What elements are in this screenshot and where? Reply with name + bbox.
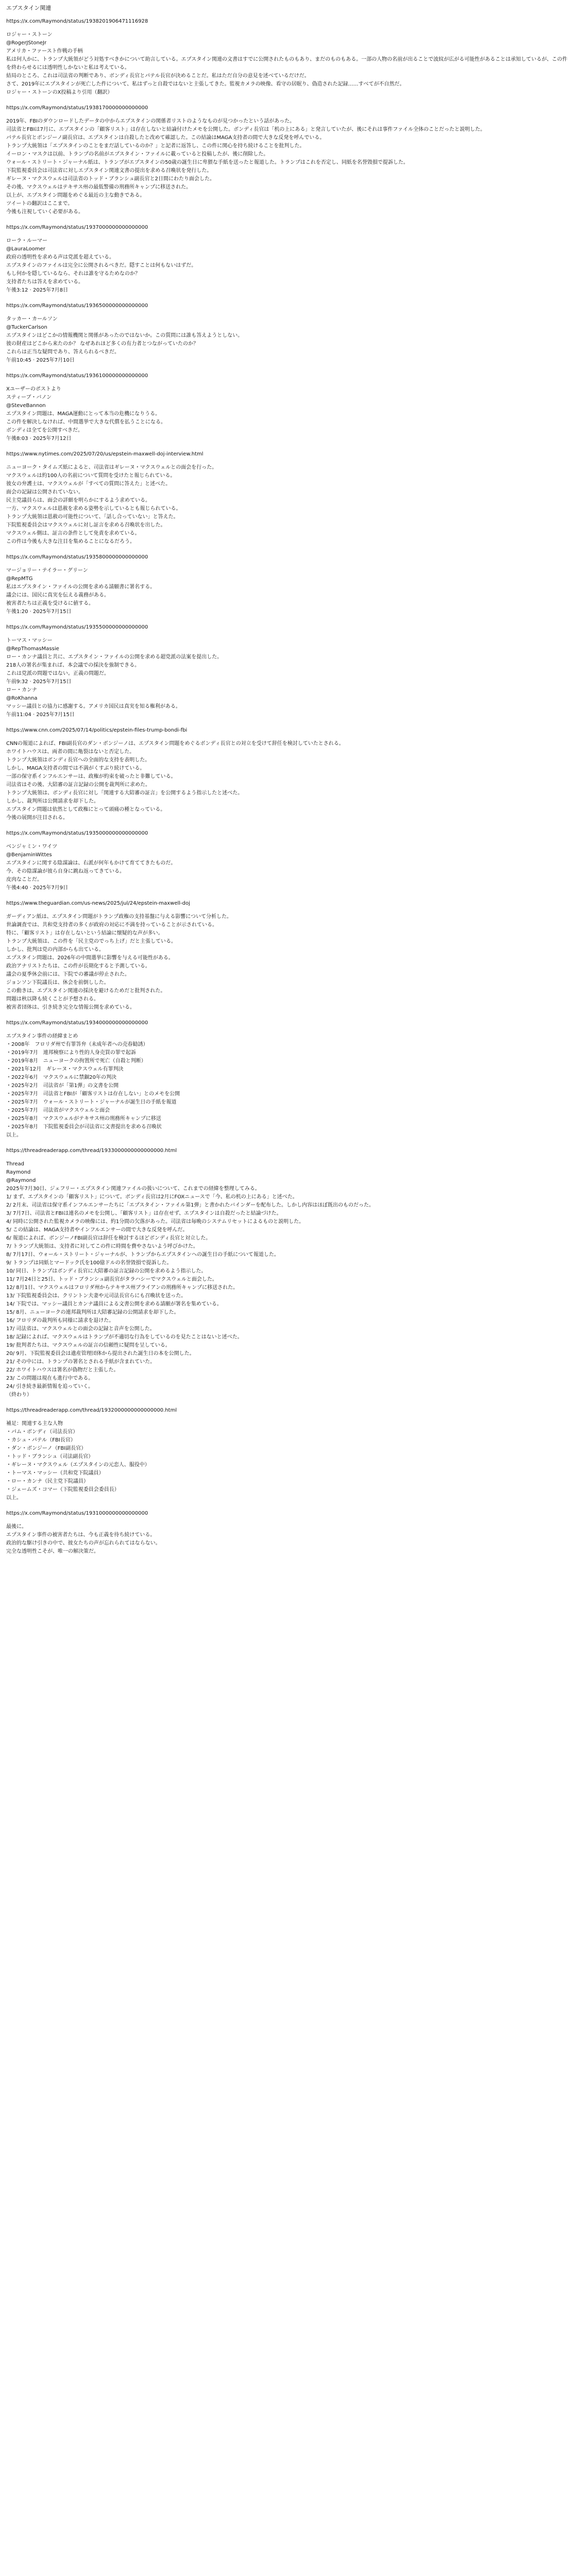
entry-line: 8/ 7月17日、ウォール・ストリート・ジャーナルが、トランプからエプスタインへの誕生日の手紙について報道した。 bbox=[6, 1252, 279, 1258]
entry-line: 218人の署名が集まれば、本会議での採決を強制できる。 bbox=[6, 663, 140, 668]
entry-line: 7/ トランプ大統領は、支持者に対してこの件に時間を費やさないよう呼びかけた。 bbox=[6, 1244, 198, 1249]
entry-line: 1/ まず、エプスタインの「顧客リスト」について。ボンディ長官は2月にFOXニュースで「今、私の机の上にある」と述べた。 bbox=[6, 1194, 298, 1200]
entry-url[interactable]: https://x.com/Raymond/status/1934000000000000000 bbox=[6, 1020, 148, 1026]
entry-line: ・2025年8月 マクスウェルがテキサス州の刑務所キャンプに移送 bbox=[6, 1116, 161, 1122]
entry-line: ・2025年2月 司法省が「第1弾」の文書を公開 bbox=[6, 1083, 119, 1089]
entry-line: ・カシュ・パテル（FBI長官） bbox=[6, 1437, 76, 1443]
entry-line: 6/ 報道によれば、ボンジーノFBI副長官は辞任を検討するほどボンディ長官と対立した。 bbox=[6, 1235, 211, 1241]
entry-line: ロー・カンナ議員と共に、エプスタイン・ファイルの公開を求める超党派の法案を提出した。 bbox=[6, 654, 223, 660]
spacer bbox=[6, 310, 571, 315]
entry-line: タッカー・カールソン bbox=[6, 316, 58, 322]
entry-line: エプスタインのファイルは完全に公開されるべきだ。隠すことは何もないはずだ。 bbox=[6, 263, 197, 268]
entry-line: 17/ 司法省は、マクスウェルとの面会の記録と音声を公開した。 bbox=[6, 1326, 155, 1332]
entry-line: 15/ 8月、ニューヨークの連邦裁判所は大陪審記録の公開請求を却下した。 bbox=[6, 1310, 179, 1315]
entry-line: 最後に。 bbox=[6, 1524, 27, 1530]
entry-line: ・2025年8月 下院監視委員会が司法省に文書提出を求める召喚状 bbox=[6, 1124, 162, 1130]
entry-line: Xユーザーのポストより bbox=[6, 386, 61, 392]
entry-url[interactable]: https://x.com/Raymond/status/1938201906471116928 bbox=[6, 19, 148, 24]
entry-line: ・2025年7月 司法省とFBIが「顧客リストは存在しない」とのメモを公開 bbox=[6, 1091, 180, 1097]
entry-line: 午前11:04 · 2025年7月15日 bbox=[6, 712, 75, 718]
entry-line: ・パム・ボンディ（司法長官） bbox=[6, 1429, 78, 1435]
spacer bbox=[6, 1027, 571, 1032]
entry-block bbox=[6, 104, 571, 216]
entry-url[interactable]: https://www.cnn.com/2025/07/14/politics/epstein-files-trump-bondi-fbi bbox=[6, 727, 188, 733]
entry-url[interactable]: https://www.theguardian.com/us-news/2025/jul/24/epstein-maxwell-doj bbox=[6, 901, 190, 906]
entry-block bbox=[6, 450, 571, 546]
entry-line: もし何かを隠しているなら、それは誰を守るためなのか？ bbox=[6, 271, 140, 277]
entry-line: ・2019年8月 ニューヨークの拘置所で死亡（自殺と判断） bbox=[6, 1058, 146, 1064]
entry-line: エプスタインに関する陰謀論は、右派が何年もかけて育ててきたものだ。 bbox=[6, 860, 176, 866]
entry-line: 9/ トランプは同紙とマードック氏を100億ドルの名誉毀損で提訴した。 bbox=[6, 1260, 172, 1266]
entry-url[interactable]: https://x.com/Raymond/status/1936100000000000000 bbox=[6, 373, 148, 379]
entry-line: 14/ 下院では、マッシー議員とカンナ議員による文書公開を求める請願が署名を集めている。 bbox=[6, 1301, 222, 1307]
entry-line: 下院監視委員会はマクスウェルに対し証言を求める召喚状を出した。 bbox=[6, 522, 166, 528]
entry-line: @RoKhanna bbox=[6, 696, 38, 701]
entry-line: 政治アナリストたちは、この件が長期化すると予測している。 bbox=[6, 963, 150, 969]
entry-block bbox=[6, 18, 571, 97]
spacer bbox=[6, 380, 571, 385]
spacer bbox=[6, 26, 571, 31]
entry-line: トランプ大統領はボンディ長官への全面的な支持を表明した。 bbox=[6, 757, 150, 763]
spacer bbox=[6, 1415, 571, 1420]
entry-block bbox=[6, 1019, 571, 1140]
entry-line: さて、2019年にエプスタインが死亡した件について、私はずっと自殺ではないと主張してきた。監視カメラの映像、看守の居眠り、偽造された記録……すべてが不自然だ。 bbox=[6, 81, 405, 87]
entry-line: 司法省はその後、大陪審の証言記録の公開を裁判所に求めた。 bbox=[6, 782, 150, 788]
entry-line: 被害者たちは正義を受けるに値する。 bbox=[6, 601, 94, 606]
entry-line: @BenjaminWittes bbox=[6, 852, 52, 858]
entry-line: @RogerJStoneJr bbox=[6, 40, 47, 46]
entry-url[interactable]: https://x.com/Raymond/status/1936500000000000000 bbox=[6, 303, 148, 309]
entry-line: 補足：関連する主な人物 bbox=[6, 1421, 63, 1427]
entry-line: CNNの報道によれば、FBI副長官のダン・ボンジーノは、エプスタイン問題をめぐるボンディ長官との対立を受けて辞任を検討していたとされる。 bbox=[6, 741, 344, 747]
entry-line: エプスタイン事件の被害者たちは、今も正義を待ち続けている。 bbox=[6, 1532, 156, 1538]
entry-line: 18/ 記録によれば、マクスウェルはトランプが不適切な行為をしているのを見たことはないと述べた。 bbox=[6, 1334, 243, 1340]
entry-line: 以上が、エプスタイン問題をめぐる最近の主な動きである。 bbox=[6, 193, 145, 198]
entry-line: 世論調査では、共和党支持者の多くが政府の対応に不満を持っていることが示されている。 bbox=[6, 922, 217, 928]
entry-line: 24/ 引き続き最新情報を追っていく。 bbox=[6, 1384, 94, 1389]
entry-line: トランプ大統領は「エプスタインのことをまだ話しているのか？」と記者に返答し、この件に関心を持ち続けることを批判した。 bbox=[6, 143, 305, 149]
entry-url[interactable]: https://x.com/Raymond/status/1935500000000000000 bbox=[6, 624, 148, 630]
entry-line: 16/ フロリダの裁判所も同様に請求を退けた。 bbox=[6, 1318, 114, 1324]
entry-line: 22/ ホワイトハウスは署名が偽物だと主張した。 bbox=[6, 1367, 119, 1373]
entry-line: ・2022年6月 マクスウェルに禁錮20年の判決 bbox=[6, 1075, 117, 1080]
entry-line: ・2008年 フロリダ州で有罪答弁（未成年者への売春勧誘） bbox=[6, 1042, 148, 1047]
entry-line: エプスタイン問題は、MAGA運動にとって本当の危機になりうる。 bbox=[6, 411, 161, 417]
entry-line: パテル長官とボンジーノ副長官は、エプスタインは自殺したと改めて確認した。この結論はMAGA支持者の間で大きな反発を呼んでいる。 bbox=[6, 135, 325, 141]
entry-line: 今後も注視していく必要がある。 bbox=[6, 209, 83, 215]
entry-url[interactable]: https://threadreaderapp.com/thread/1932000000000000000.html bbox=[6, 1408, 177, 1413]
entry-block bbox=[6, 623, 571, 719]
entry-line: その後、マクスウェルはテキサス州の最低警備の刑務所キャンプに移送された。 bbox=[6, 184, 192, 190]
entry-line: 2019年、FBIのダウンロードしたデータの中からエプスタインの関係者リストのようなものが見つかったという話があった。 bbox=[6, 118, 295, 124]
entry-line: ロー・カンナ bbox=[6, 687, 37, 693]
entry-line: ローラ・ルーマー bbox=[6, 238, 47, 244]
entry-line: この件は今後も大きな注目を集めることになるだろう。 bbox=[6, 539, 135, 545]
entry-line: 午前9:32 · 2025年7月15日 bbox=[6, 679, 72, 685]
entry-line: 特に、「顧客リスト」は存在しないという結論に懐疑的な声が多い。 bbox=[6, 930, 163, 936]
entry-line: ・2025年7月 司法省がマクスウェルと面会 bbox=[6, 1108, 110, 1113]
entry-line: 下院監視委員会は司法省に対しエプスタイン関連文書の提出を求める召喚状を発行した。 bbox=[6, 168, 212, 174]
spacer bbox=[6, 838, 571, 843]
entry-line: @LauraLoomer bbox=[6, 246, 45, 252]
entry-block bbox=[6, 726, 571, 822]
entry-line: 一部の保守系インフルエンサーは、政権が約束を破ったと非難している。 bbox=[6, 774, 176, 779]
block-list bbox=[6, 18, 571, 1556]
entry-line: トランプ大統領は恩赦の可能性について、「話し合っていない」と答えた。 bbox=[6, 514, 179, 520]
entry-line: 11/ 7月24日と25日、トッド・ブランシュ副長官がタラハシーでマクスウェルと面会した。 bbox=[6, 1277, 217, 1282]
spacer bbox=[6, 459, 571, 464]
entry-line: 政治的な駆け引きの中で、彼女たちの声が忘れられてはならない。 bbox=[6, 1540, 161, 1546]
entry-url[interactable]: https://www.nytimes.com/2025/07/20/us/epstein-maxwell-doj-interview.html bbox=[6, 451, 203, 457]
entry-line: マージョリー・テイラー・グリーン bbox=[6, 568, 88, 573]
entry-line: マッシー議員との協力に感謝する。アメリカ国民は真実を知る権利がある。 bbox=[6, 704, 181, 709]
entry-line: 13/ 下院監視委員会は、クリントン夫妻や元司法長官らにも召喚状を送った。 bbox=[6, 1293, 186, 1299]
entry-line: 2025年7月30日、ジェフリー・エプスタイン関連ファイルの扱いについて、これまでの経緯を整理してみる。 bbox=[6, 1186, 260, 1192]
entry-line: 10/ 同日、トランプはボンディ長官に大陪審の証言記録の公開を求めるよう指示した。 bbox=[6, 1268, 207, 1274]
entry-line: 以上。 bbox=[6, 1132, 22, 1138]
spacer bbox=[6, 735, 571, 740]
entry-line: しかし、裁判所は公開請求を却下した。 bbox=[6, 799, 99, 804]
entry-line: 民主党議員らは、面会の詳細を明らかにするよう求めている。 bbox=[6, 498, 150, 503]
entry-line: ホワイトハウスは、両者の間に亀裂はないと否定した。 bbox=[6, 749, 135, 755]
entry-line: @RepMTG bbox=[6, 576, 33, 582]
entry-line: ・ジェームズ・コマー（下院監視委員会委員長） bbox=[6, 1487, 120, 1493]
entry-line: 3/ 7月7日、司法省とFBIは連名のメモを公開し、「顧客リスト」は存在せず、エプスタインは自殺だったと結論づけた。 bbox=[6, 1211, 282, 1216]
entry-line: 午後1:20 · 2025年7月15日 bbox=[6, 609, 72, 615]
entry-line: ・2019年7月 連邦検察により性的人身売買の罪で起訴 bbox=[6, 1050, 136, 1056]
entry-line: 4/ 同時に公開された監視カメラの映像には、約1分間の欠落があった。司法省は毎晩のシステムリセットによるものと説明した。 bbox=[6, 1219, 304, 1225]
entry-line: エプスタイン事件の経緯まとめ bbox=[6, 1033, 78, 1039]
entry-line: 彼の財産はどこから来たのか？ なぜあれほど多くの有力者とつながっていたのか？ bbox=[6, 341, 198, 347]
entry-line: 以上。 bbox=[6, 1495, 22, 1501]
entry-line: ・トーマス・マッシー（共和党下院議員） bbox=[6, 1470, 104, 1476]
entry-line: 完全な透明性こそが、唯一の解決策だ。 bbox=[6, 1549, 99, 1554]
entry-line: ニューヨーク・タイムズ紙によると、司法省はギレーヌ・マクスウェルとの面会を行った。 bbox=[6, 465, 217, 470]
entry-line: エプスタイン問題は依然として政権にとって頭痛の種となっている。 bbox=[6, 807, 166, 812]
entry-line: @Raymond bbox=[6, 1178, 36, 1183]
entry-url[interactable]: https://x.com/Raymond/status/1931000000000000000 bbox=[6, 1511, 148, 1516]
entry-line: 一方、マクスウェルは恩赦を求める姿勢を示しているとも報じられている。 bbox=[6, 506, 181, 512]
entry-line: 午後4:40 · 2025年7月9日 bbox=[6, 885, 69, 891]
entry-line: ギレーヌ・マクスウェルは司法省のトッド・ブランシュ副長官と2日間にわたり面会した。 bbox=[6, 176, 215, 182]
entry-line: スティーブ・バノン bbox=[6, 395, 52, 400]
entry-line: 5/ この結論は、MAGA支持者やインフルエンサーの間で大きな反発を呼んだ。 bbox=[6, 1227, 188, 1233]
entry-line: イーロン・マスクは以前、トランプの名前がエプスタイン・ファイルに載っていると投稿したが、後に削除した。 bbox=[6, 151, 269, 157]
entry-url[interactable]: https://x.com/Raymond/status/1935000000000000000 bbox=[6, 831, 148, 836]
entry-line: 皮肉なことだ。 bbox=[6, 877, 42, 883]
entry-line: 結局のところ、これは司法省の判断であり、ボンディ長官とパテル長官が決めることだ。私はただ自分の意見を述べているだけだ。 bbox=[6, 73, 310, 79]
entry-block bbox=[6, 1147, 571, 1399]
entry-line: Thread bbox=[6, 1161, 24, 1167]
entry-line: @SteveBannon bbox=[6, 403, 46, 409]
entry-line: 私はエプスタイン・ファイルの公開を求める請願書に署名する。 bbox=[6, 584, 156, 590]
entry-line: ・2025年7月 ウォール・ストリート・ジャーナルが誕生日の手紙を報道 bbox=[6, 1099, 177, 1105]
entry-line: ・トッド・ブランシュ（司法副長官） bbox=[6, 1454, 94, 1460]
spacer bbox=[6, 232, 571, 237]
entry-line: 問題は秋以降も続くことが予想される。 bbox=[6, 996, 99, 1002]
page-title: エプスタイン関連 bbox=[6, 5, 52, 11]
entry-block bbox=[6, 1510, 571, 1556]
spacer bbox=[6, 1518, 571, 1523]
entry-line: 午後3:12 · 2025年7月8日 bbox=[6, 287, 69, 293]
entry-line: 彼女の弁護士は、マクスウェルが「すべての質問に答えた」と述べた。 bbox=[6, 481, 171, 487]
entry-block bbox=[6, 900, 571, 1012]
entry-line: トランプ大統領は、ボンディ長官に対し「関連する大陪審の証言」を公開するよう指示したと述べた。 bbox=[6, 790, 243, 796]
entry-line: 午後8:03 · 2025年7月12日 bbox=[6, 436, 72, 442]
entry-line: ・2021年12月 ギレーヌ・マクスウェル有罪判決 bbox=[6, 1066, 124, 1072]
entry-line: トーマス・マッシー bbox=[6, 638, 53, 643]
entry-line: ガーディアン紙は、エプスタイン問題がトランプ政権の支持基盤に与える影響について分析した。 bbox=[6, 914, 232, 920]
entry-line: ツイートの翻訳はここまで。 bbox=[6, 201, 73, 207]
entry-line: 私は何人かに、トランプ大統領がどう対処すべきかについて助言している。エプスタイン関連の文書はすでに公開されたものもあり、まだのものもある。一部の人物の名前が出ることで波紋が広がる可能性があることは承知しているが、この件を終わらせるには透明性しかないと私は考えている。 bbox=[6, 57, 568, 71]
entry-line: 面会の記録は公開されていない。 bbox=[6, 489, 83, 495]
entry-line: トランプ大統領は、この件を「民主党のでっち上げ」だと主張している。 bbox=[6, 939, 176, 944]
entry-line: これは党派の問題ではない。正義の問題だ。 bbox=[6, 671, 109, 676]
entry-line: ・ギレーヌ・マクスウェル（エプスタインの元恋人、服役中） bbox=[6, 1462, 150, 1468]
entry-line: エプスタインはどこかの情報機関と関係があったのではないか。この質問には誰も答えようとしない。 bbox=[6, 333, 243, 338]
entry-line: 20/ 9月、下院監視委員会は遺産管理団体から提出された誕生日の本を公開した。 bbox=[6, 1351, 195, 1357]
entry-line: マクスウェルは約100人の名前について質問を受けたと報じられている。 bbox=[6, 473, 176, 479]
entry-line: 被害者団体は、引き続き完全な情報公開を求めている。 bbox=[6, 1005, 135, 1010]
entry-line: ジョンソン下院議長は、休会を前倒しした。 bbox=[6, 980, 109, 986]
entry-line: 12/ 8月1日、マクスウェルはフロリダ州からテキサス州ブライアンの刑務所キャンプに移送された。 bbox=[6, 1285, 239, 1291]
entry-line: 21/ その中には、トランプの署名とされる手紙が含まれていた。 bbox=[6, 1359, 156, 1365]
entry-block bbox=[6, 553, 571, 616]
entry-block bbox=[6, 1406, 571, 1502]
entry-line: 19/ 批判者たちは、マクスウェルの証言の信頼性に疑問を呈している。 bbox=[6, 1343, 171, 1348]
entry-block bbox=[6, 302, 571, 365]
entry-line: 今後の展開が注目される。 bbox=[6, 815, 68, 821]
entry-line: 午前10:45 · 2025年7月10日 bbox=[6, 358, 75, 363]
entry-line: 政府の透明性を求める声は党派を超えている。 bbox=[6, 255, 114, 260]
entry-line: 今、その陰謀論が彼ら自身に跳ね返ってきている。 bbox=[6, 869, 125, 874]
entry-url[interactable]: https://x.com/Raymond/status/1937000000000000000 bbox=[6, 225, 148, 230]
entry-line: エプスタイン問題は、2026年の中間選挙に影響を与える可能性がある。 bbox=[6, 955, 174, 961]
entry-line: ・ロー・カンナ（民主党下院議員） bbox=[6, 1479, 89, 1484]
spacer bbox=[6, 562, 571, 567]
spacer bbox=[6, 112, 571, 117]
entry-line: @RepThomasMassie bbox=[6, 646, 59, 652]
entry-block bbox=[6, 224, 571, 295]
entry-line: 支持者たちは答えを求めている。 bbox=[6, 279, 83, 285]
entry-line: しかし、批判は党の内部からも出ている。 bbox=[6, 947, 104, 953]
entry-line: 23/ この問題は現在も進行中である。 bbox=[6, 1376, 94, 1381]
spacer bbox=[6, 908, 571, 913]
entry-line: ロジャー・ストーン bbox=[6, 32, 53, 38]
entry-line: マクスウェル側は、証言の条件として免責を求めている。 bbox=[6, 531, 140, 536]
entry-line: ウォール・ストリート・ジャーナル紙は、トランプがエプスタインの50歳の誕生日に卑猥な手紙を送ったと報道した。トランプはこれを否定し、同紙を名誉毀損で提訴した。 bbox=[6, 160, 409, 165]
entry-url[interactable]: https://x.com/Raymond/status/1935800000000000000 bbox=[6, 554, 148, 560]
spacer bbox=[6, 632, 571, 637]
entry-line: Raymond bbox=[6, 1170, 31, 1175]
entry-line: 議会の夏季休会前には、下院での審議が停止された。 bbox=[6, 972, 130, 977]
entry-line: （終わり） bbox=[6, 1392, 32, 1398]
spacer bbox=[6, 1155, 571, 1160]
entry-line: しかし、MAGA支持者の間では不満がくすぶり続けている。 bbox=[6, 766, 145, 771]
entry-line: この動きは、エプスタイン関連の採決を避けるためだと批判された。 bbox=[6, 988, 166, 994]
entry-line: ベンジャミン・ワイツ bbox=[6, 844, 58, 850]
entry-line: ・ダン・ボンジーノ（FBI副長官） bbox=[6, 1446, 87, 1451]
entry-line: ロジャー・ストーンのX投稿より引用（翻訳） bbox=[6, 90, 113, 95]
entry-line: @TuckerCarlson bbox=[6, 325, 47, 330]
entry-url[interactable]: https://x.com/Raymond/status/1938170000000000000 bbox=[6, 105, 148, 111]
entry-url[interactable]: https://threadreaderapp.com/thread/1933000000000000000.html bbox=[6, 1148, 177, 1154]
entry-line: この件を解決しなければ、中間選挙で大きな代償を払うことになる。 bbox=[6, 419, 166, 425]
entry-line: 司法省とFBIは7月に、エプスタインの「顧客リスト」は存在しないと結論付けたメモを公開した。ボンディ長官は「机の上にある」と発言していたが、後にそれは事件ファイル全体のことだったと説明した。 bbox=[6, 127, 486, 132]
entry-line: アメリカ・ファースト作戦の手柄 bbox=[6, 48, 83, 54]
entry-block bbox=[6, 372, 571, 443]
entry-line: 2/ 2月末、司法省は保守系インフルエンサーたちに「エプスタイン・ファイル第1弾」と書かれたバインダーを配布した。しかし内容はほぼ既出のものだった。 bbox=[6, 1202, 375, 1208]
entry-line: ボンディは全てを公開すべきだ。 bbox=[6, 428, 83, 433]
entry-line: 議会には、国民に真実を伝える義務がある。 bbox=[6, 592, 109, 598]
entry-line: これらは正当な疑問であり、答えられるべきだ。 bbox=[6, 349, 120, 355]
entry-block bbox=[6, 829, 571, 892]
